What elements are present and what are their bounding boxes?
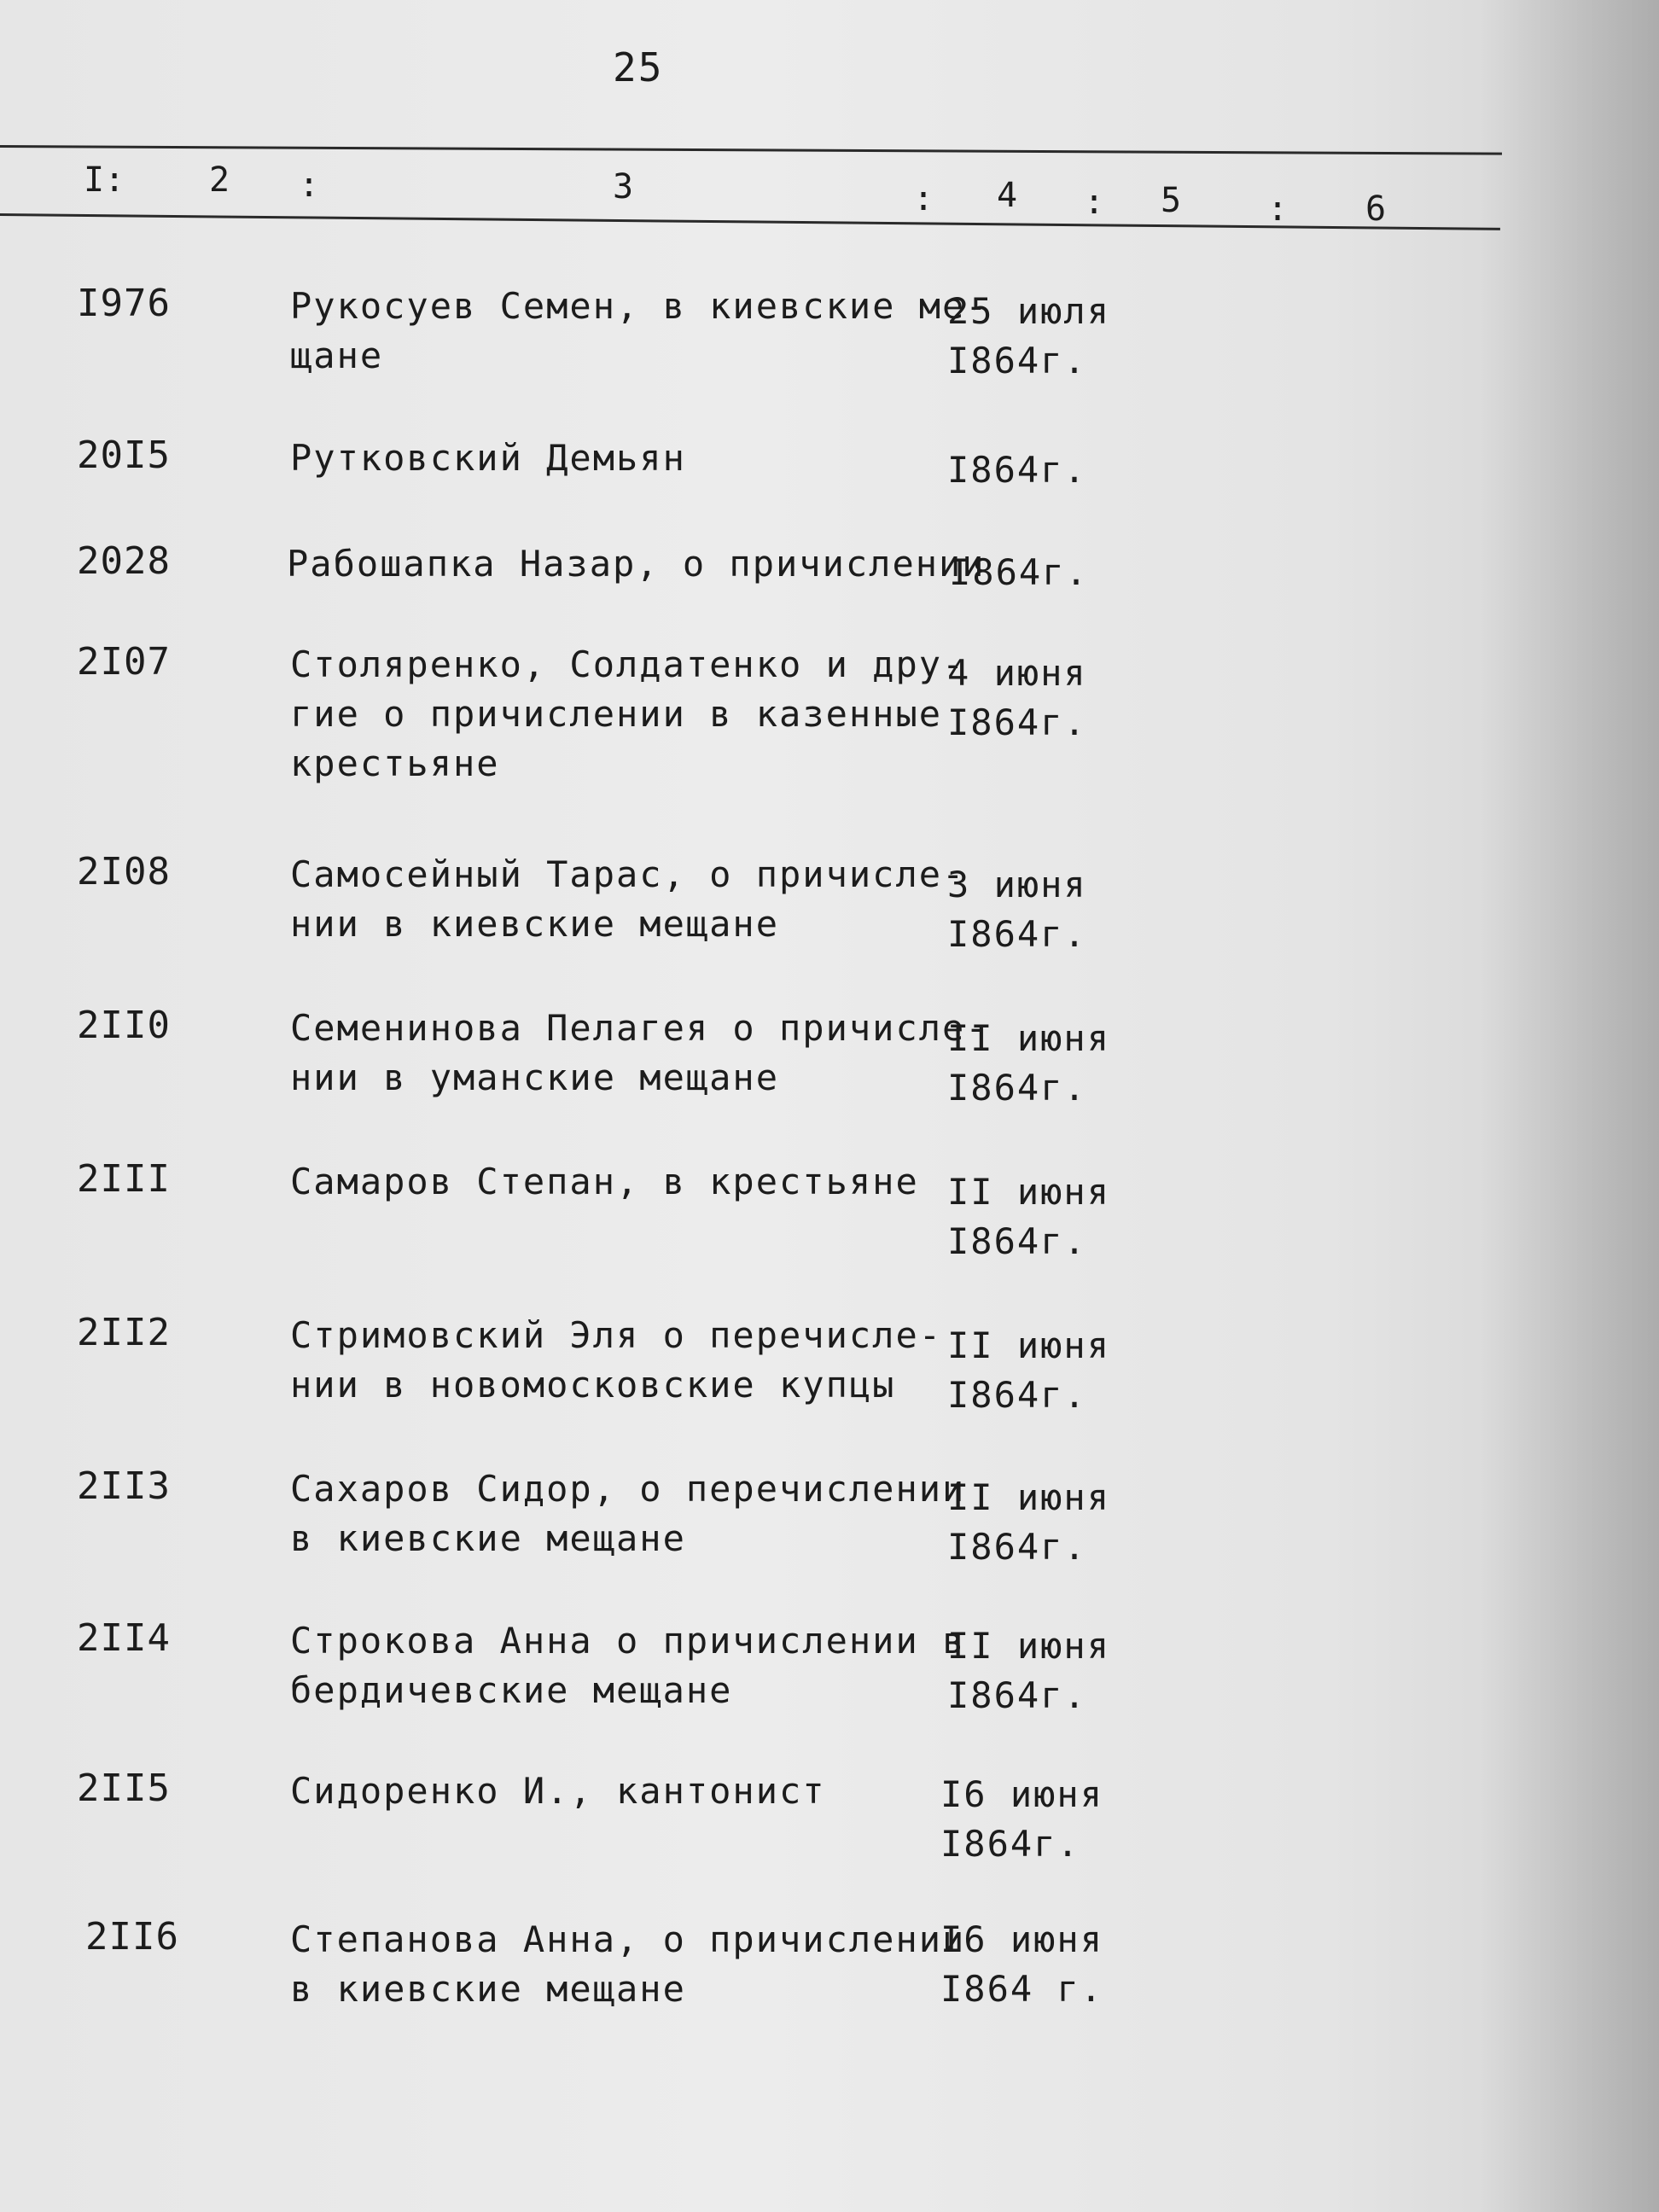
- description-line: Строкова Анна о причислении в: [290, 1620, 966, 1662]
- description-line: Сидоренко И., кантонист: [290, 1770, 826, 1812]
- date-line: I864г.: [947, 340, 1087, 381]
- date-line: I864г.: [947, 1374, 1087, 1416]
- date-line: I864г.: [947, 449, 1087, 491]
- description-line: щане: [290, 335, 384, 376]
- entry-description: [290, 282, 989, 381]
- entry-date: [947, 649, 1087, 748]
- date-line: I864г.: [940, 1823, 1080, 1865]
- entry-number: 20I5: [77, 434, 171, 477]
- column-separator: :: [913, 179, 934, 218]
- date-line: I864г.: [947, 1526, 1087, 1568]
- entry-description: [290, 1767, 947, 1816]
- page-edge-shadow: [1480, 0, 1659, 2212]
- entry-description: [290, 640, 966, 789]
- date-line: I864г.: [947, 1220, 1087, 1262]
- entry-date: [940, 1915, 1103, 2014]
- entry-description: [290, 1004, 989, 1103]
- description-line: Рабошапка Назар, о причислении: [287, 543, 986, 585]
- entry-description: [290, 1157, 947, 1207]
- description-line: Степанова Анна, о причислении: [290, 1918, 966, 1960]
- page-number: 25: [613, 44, 664, 90]
- description-line: Рутковский Демьян: [290, 437, 686, 479]
- description-line: в киевские мещане: [290, 1517, 686, 1559]
- entry-description: [290, 434, 947, 483]
- date-line: I864г.: [947, 913, 1087, 955]
- date-line: II июня: [947, 1017, 1111, 1059]
- date-line: I6 июня: [940, 1773, 1104, 1815]
- entry-number: 2II3: [77, 1464, 171, 1508]
- entry-number: 2028: [77, 539, 171, 583]
- column-header-6: 6: [1365, 189, 1387, 229]
- entry-description: [287, 539, 986, 589]
- description-line: нии в новомосковские купцы: [290, 1364, 896, 1406]
- column-header-3: 3: [613, 167, 634, 207]
- entry-date: [940, 1770, 1103, 1869]
- column-separator: :: [1267, 189, 1289, 229]
- entry-number: 2II5: [77, 1767, 171, 1810]
- date-line: 25 июля: [947, 290, 1111, 332]
- date-line: 3 июня: [947, 864, 1087, 905]
- description-line: Самаров Степан, в крестьяне: [290, 1161, 919, 1202]
- entry-date: [947, 1014, 1110, 1113]
- column-separator: :: [299, 166, 320, 205]
- entry-date: [947, 860, 1087, 959]
- date-line: II июня: [947, 1171, 1111, 1213]
- header-top-rule: [0, 145, 1502, 155]
- entry-number: I976: [77, 282, 171, 325]
- description-line: Столяренко, Солдатенко и дру-: [290, 643, 966, 685]
- entry-date: [947, 1321, 1110, 1420]
- description-line: в киевские мещане: [290, 1968, 686, 2010]
- date-line: II июня: [947, 1476, 1111, 1518]
- description-line: Рукосуев Семен, в киевские ме-: [290, 285, 989, 327]
- date-line: I864г.: [949, 551, 1089, 593]
- entry-number: 2I08: [77, 850, 171, 894]
- entry-date: [947, 287, 1110, 386]
- entry-description: [290, 1311, 947, 1410]
- entry-description: [290, 850, 966, 949]
- column-separator: :: [1084, 183, 1105, 222]
- description-line: крестьяне: [290, 742, 500, 784]
- description-line: нии в уманские мещане: [290, 1057, 780, 1098]
- description-line: Стримовский Эля о перечисле-: [290, 1314, 943, 1356]
- entry-number: 2I07: [77, 640, 171, 684]
- description-line: гие о причислении в казенные: [290, 693, 943, 735]
- date-line: I864г.: [947, 1674, 1087, 1716]
- date-line: I864г.: [947, 1067, 1087, 1109]
- date-line: I864г.: [947, 701, 1087, 743]
- entry-number: 2II0: [77, 1004, 171, 1047]
- column-header-4: 4: [997, 176, 1018, 215]
- date-line: II июня: [947, 1625, 1111, 1667]
- column-header-2: 2: [209, 160, 230, 200]
- description-line: бердичевские мещане: [290, 1669, 733, 1711]
- description-line: Самосейный Тарас, о причисле-: [290, 853, 966, 895]
- description-line: нии в киевские мещане: [290, 903, 780, 945]
- entry-date: [947, 1167, 1110, 1266]
- entry-date: [949, 548, 1089, 597]
- entry-number: 2II4: [77, 1616, 171, 1660]
- date-line: II июня: [947, 1324, 1111, 1366]
- entry-description: [290, 1616, 966, 1715]
- description-line: Семенинова Пелагея о причисле-: [290, 1007, 989, 1049]
- entry-number: 2II2: [77, 1311, 171, 1354]
- date-line: 4 июня: [947, 652, 1087, 694]
- column-header-5: 5: [1161, 181, 1182, 220]
- date-line: I6 июня: [940, 1918, 1104, 1960]
- entry-date: [947, 1473, 1110, 1572]
- entry-number: 2III: [77, 1157, 171, 1201]
- entry-date: [947, 445, 1087, 495]
- entry-description: [290, 1464, 966, 1563]
- description-line: Сахаров Сидор, о перечислении: [290, 1468, 966, 1510]
- entry-date: [947, 1621, 1110, 1720]
- column-header-1: I:: [84, 160, 125, 200]
- date-line: I864 г.: [940, 1968, 1104, 2010]
- entry-number: 2II6: [85, 1915, 179, 1959]
- entry-description: [290, 1915, 966, 2014]
